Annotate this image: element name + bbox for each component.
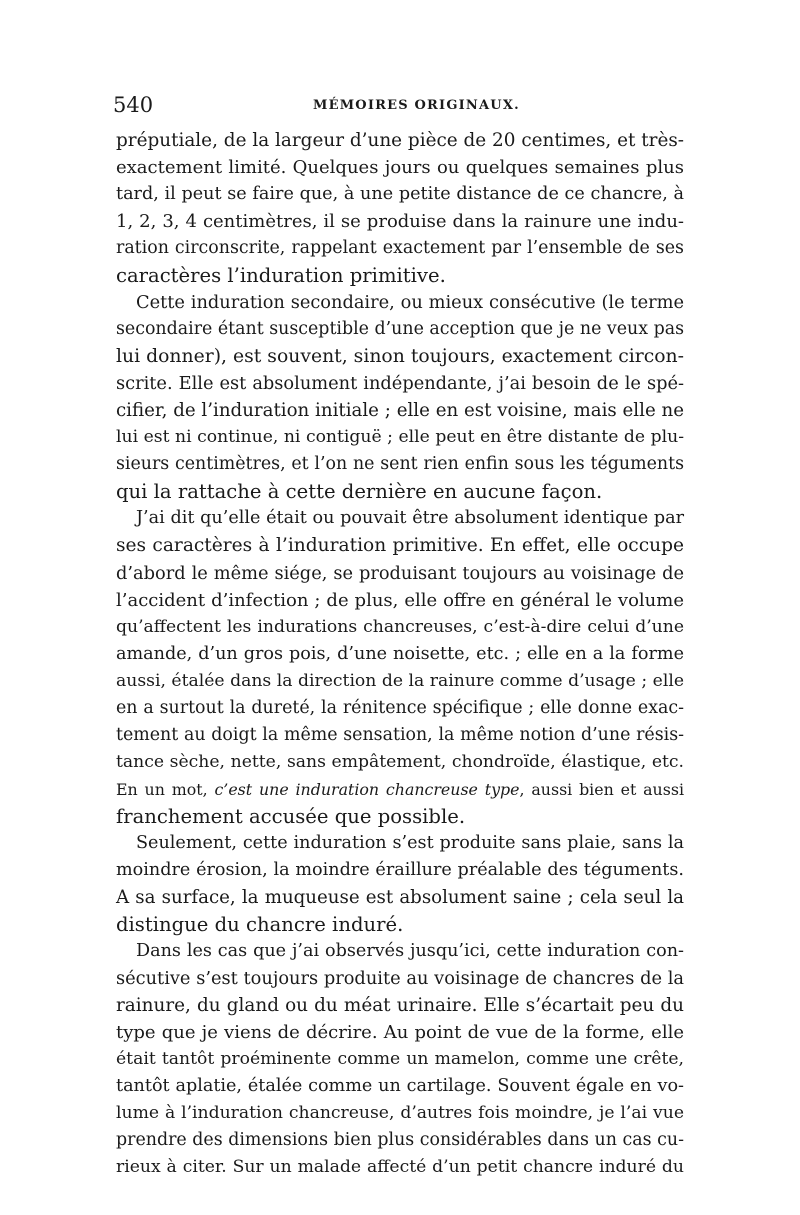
- text-segment: franchement accusée que possible.: [116, 804, 466, 828]
- text-segment: qu’affectent les indurations chancreuses, c’est-à-dire celui d’une: [116, 616, 684, 637]
- text-line: [116, 911, 684, 938]
- text-line: [116, 208, 684, 235]
- text-segment: ration circonscrite, rappelant exactement par l’ensemble de ses: [116, 238, 684, 259]
- text-segment: sieurs centimètres, et l’on ne sent rien enfin sous les téguments: [116, 454, 684, 475]
- text-line: [116, 965, 684, 992]
- text-segment: type que je viens de décrire. Au point de vue de la forme, elle: [116, 1022, 684, 1044]
- text-line: [116, 451, 684, 478]
- text-segment: en a surtout la dureté, la rénitence spécifique ; elle donne exac-: [116, 697, 684, 718]
- text-line: [116, 1073, 684, 1100]
- text-line: [116, 154, 684, 181]
- text-segment: J’ai dit qu’elle était ou pouvait être absolument identique par: [136, 508, 684, 529]
- text-line: [116, 478, 684, 505]
- text-segment: Cette induration secondaire, ou mieux consécutive (le terme: [136, 292, 684, 314]
- text-line: [116, 532, 684, 559]
- page-number: 540: [113, 93, 154, 117]
- text-line: [116, 938, 684, 965]
- text-segment: d’abord le même siége, se produisant toujours au voisinage de: [116, 562, 684, 584]
- text-segment: Dans les cas que j’ai observés jusqu’ici, cette induration con-: [136, 940, 684, 961]
- text-segment: lui est ni continue, ni contiguë ; elle peut en être distante de plu-: [116, 427, 684, 448]
- text-line: [116, 749, 684, 776]
- running-head: [113, 92, 687, 118]
- text-line: [116, 235, 684, 262]
- text-line: [116, 397, 684, 424]
- text-line: [116, 803, 684, 830]
- text-line: [116, 587, 684, 614]
- text-line: [116, 343, 684, 370]
- text-line: [116, 1046, 684, 1073]
- text-segment: caractères l’induration primitive.: [116, 264, 446, 288]
- text-segment: qui la rattache à cette dernière en aucune façon.: [116, 480, 603, 504]
- text-segment: exactement limité. Quelques jours ou quelques semaines plus: [116, 157, 684, 179]
- text-segment: lui donner), est souvent, sinon toujours, exactement circon-: [116, 346, 684, 368]
- text-segment: tantôt aplatie, étalée comme un cartilage. Souvent égale en vo-: [116, 1076, 684, 1097]
- text-line: [116, 424, 684, 451]
- text-segment: rieux à citer. Sur un malade affecté d’un petit chancre induré du: [116, 1157, 684, 1178]
- text-line: [116, 830, 684, 857]
- text-segment: A sa surface, la muqueuse est absolument saine ; cela seul la: [116, 886, 684, 908]
- text-segment: prendre des dimensions bien plus considérables dans un cas cu-: [116, 1130, 684, 1151]
- text-line: [116, 884, 684, 911]
- text-line: [116, 1100, 684, 1127]
- text-line: [116, 1127, 684, 1154]
- text-segment: rainure, du gland ou du méat urinaire. Elle s’écartait peu du: [116, 995, 684, 1016]
- text-line: [116, 695, 684, 722]
- text-line: [116, 1019, 684, 1046]
- text-line: [116, 641, 684, 668]
- text-line: [116, 127, 684, 154]
- text-segment: distingue du chancre induré.: [116, 912, 404, 936]
- text-line: [116, 505, 684, 532]
- text-segment: moindre érosion, la moindre éraillure préalable des téguments.: [116, 859, 684, 880]
- text-line: [116, 857, 684, 884]
- text-line: [116, 668, 684, 695]
- text-segment: 1, 2, 3, 4 centimètres, il se produise dans la rainure une indu-: [116, 211, 684, 233]
- text-line: [116, 992, 684, 1019]
- text-segment: tement au doigt la même sensation, la même notion d’une résis-: [116, 724, 684, 745]
- text-segment: était tantôt proéminente comme un mamelon, comme une crête,: [116, 1049, 684, 1070]
- text-segment: , aussi bien et aussi: [519, 779, 684, 799]
- text-line: [116, 181, 684, 208]
- text-segment: scrite. Elle est absolument indépendante, j’ai besoin de le spé-: [116, 373, 684, 395]
- running-title: MÉMOIRES ORIGINAUX.: [313, 98, 520, 113]
- text-segment: amande, d’un gros pois, d’une noisette, etc. ; elle en a la forme: [116, 643, 684, 664]
- italic-phrase: c’est une induration chancreuse type: [214, 779, 520, 799]
- text-segment: tance sèche, nette, sans empâtement, chondroïde, élastique, etc.: [116, 751, 684, 772]
- text-line: [116, 722, 684, 749]
- text-line: [116, 776, 684, 803]
- text-segment: En un mot,: [116, 779, 215, 799]
- text-segment: Seulement, cette induration s’est produite sans plaie, sans la: [136, 832, 684, 853]
- text-line: [116, 289, 684, 316]
- text-segment: secondaire étant susceptible d’une acception que je ne veux pas: [116, 319, 684, 340]
- body-text: [116, 127, 684, 1181]
- text-segment: l’accident d’infection ; de plus, elle offre en général le volume: [116, 589, 684, 611]
- text-segment: ses caractères à l’induration primitive. En effet, elle occupe: [116, 535, 684, 557]
- text-segment: lume à l’induration chancreuse, d’autres fois moindre, je l’ai vue: [116, 1103, 684, 1124]
- text-line: [116, 316, 684, 343]
- text-segment: préputiale, de la largeur d’une pièce de 20 centimes, et très-: [116, 130, 684, 151]
- text-segment: sécutive s’est toujours produite au voisinage de chancres de la: [116, 967, 684, 989]
- text-line: [116, 614, 684, 641]
- text-segment: tard, il peut se faire que, à une petite distance de ce chancre, à: [116, 184, 684, 205]
- text-line: [116, 560, 684, 587]
- text-line: [116, 1154, 684, 1181]
- text-line: [116, 370, 684, 397]
- text-line: [116, 262, 684, 289]
- text-segment: aussi, étalée dans la direction de la rainure comme d’usage ; elle: [116, 670, 684, 691]
- text-segment: cifier, de l’induration initiale ; elle en est voisine, mais elle ne: [116, 400, 684, 422]
